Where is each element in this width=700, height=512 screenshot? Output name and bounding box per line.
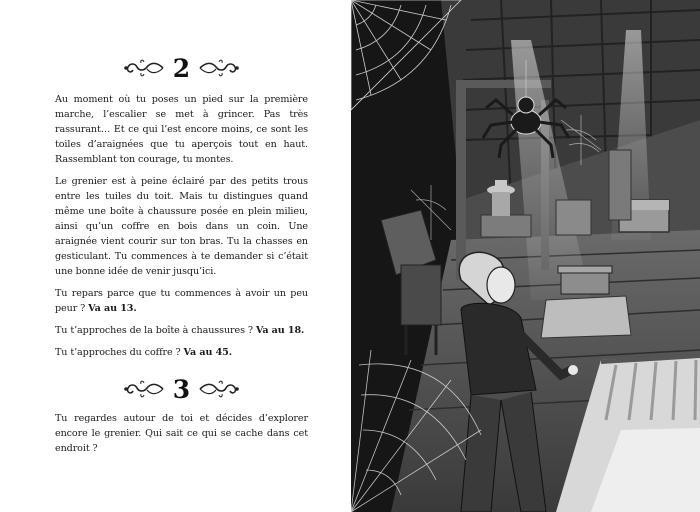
section-3-body — [55, 411, 308, 463]
section-3 — [55, 375, 308, 403]
section-number: 3 — [172, 374, 191, 404]
choice-45[interactable] — [55, 345, 308, 360]
section-3-header — [55, 375, 308, 403]
attic-scene-illustration — [351, 0, 700, 512]
section-2-header — [55, 54, 308, 82]
ornament-left-icon — [123, 380, 165, 398]
paragraph: Au moment où tu poses un pied sur la première marche, l’escalier se met à grincer. Pas très rassurant… Et ce qui l’est encore moins, ce sont les toiles d’araignées que tu aperçois tout en haut. Rassemblant ton courage, tu montes. — [55, 94, 308, 165]
attic-illustration — [351, 0, 700, 512]
choice-text: Tu t’approches du coffre ? — [55, 347, 184, 358]
paragraph: Tu regardes autour de toi et décides d’explorer encore le grenier. Qui sait ce qui se cache dans cet endroit ? — [55, 413, 308, 454]
choice-text: Tu repars parce que tu commences à avoir un peu peur ? — [55, 288, 308, 314]
section-number: 2 — [172, 53, 191, 83]
choice-13[interactable] — [55, 286, 308, 316]
section-2-body — [55, 92, 308, 367]
choice-18[interactable] — [55, 323, 308, 338]
choice-goto-link[interactable]: Va au 45. — [183, 347, 232, 358]
ornament-right-icon — [198, 59, 240, 77]
paragraph: Le grenier est à peine éclairé par des petits trous entre les tuiles du toit. Mais tu distingues quand même une boîte à chaussure posée en plein milieu, ainsi qu’un coffre en bois dans un coin. Une araignée vient courir sur ton bras. Tu la chasses en gesticulant. Tu commences à te demander si c’était une bonne idée de venir jusqu’ici. — [55, 176, 308, 277]
choice-goto-link[interactable]: Va au 18. — [255, 325, 305, 336]
choice-goto-link[interactable]: Va au 13. — [88, 303, 137, 314]
section-2 — [55, 54, 308, 82]
ornament-left-icon — [123, 59, 165, 77]
ornament-right-icon — [198, 380, 240, 398]
choice-text: Tu t’approches de la boîte à chaussures ? — [55, 325, 256, 336]
